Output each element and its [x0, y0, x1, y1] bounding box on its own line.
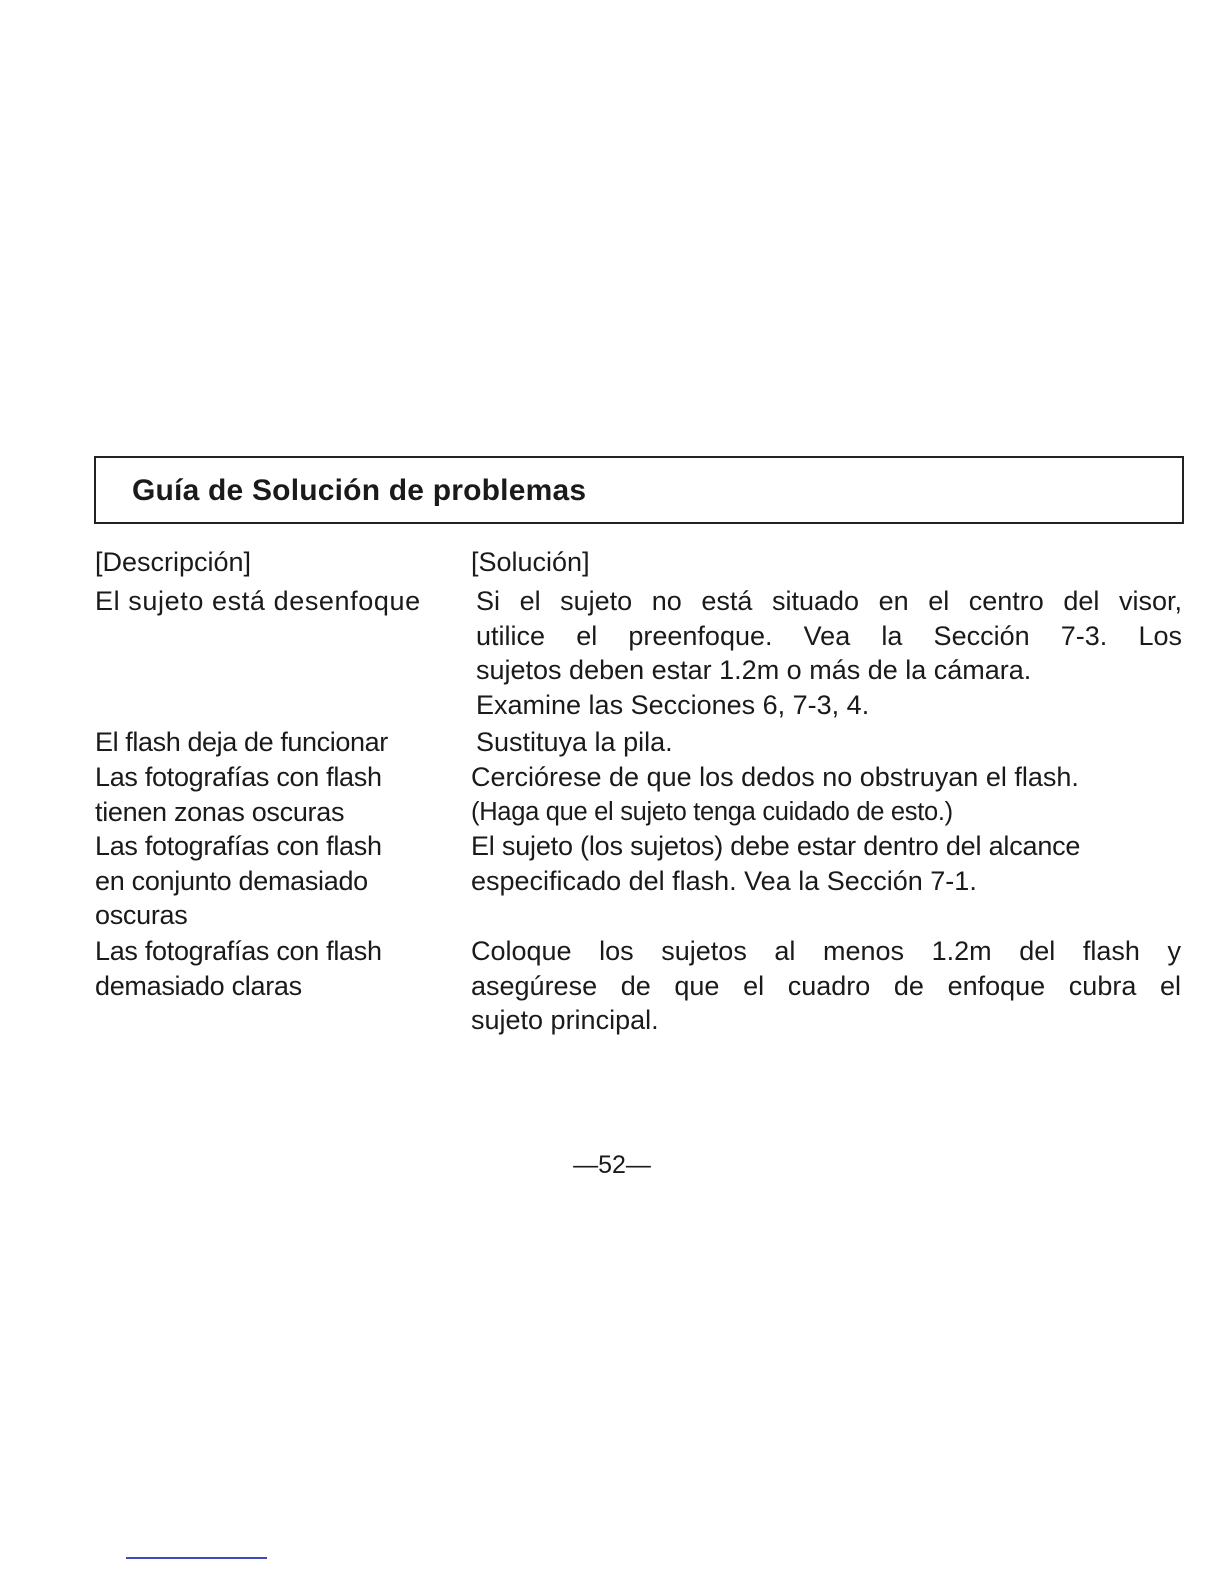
solution-line: especificado del flash. Vea la Sección 7-1.	[471, 865, 977, 896]
description-line: tienen zonas oscuras	[95, 796, 345, 827]
row-description	[95, 934, 465, 1003]
solution-line: Cerciórese de que los dedos no obstruyan el flash.	[471, 762, 1079, 792]
description-line: demasiado claras	[95, 970, 302, 1001]
solution-line: utilice el preenfoque. Vea la Sección 7-3. Los	[476, 620, 1182, 651]
solution-line: sujetos deben estar 1.2m o más de la cámara.	[476, 655, 1032, 685]
description-line: Las fotografías con flash	[95, 831, 382, 861]
solution-line: Examine las Secciones 6, 7-3, 4.	[476, 689, 870, 720]
description-line: El sujeto está desenfoque	[95, 586, 421, 616]
section-title-box	[94, 456, 1184, 524]
solution-header: [Solución]	[471, 547, 590, 577]
row-solution	[476, 725, 1184, 760]
description-line: en conjunto demasiado	[95, 865, 368, 896]
row-description	[95, 725, 465, 760]
description-line: oscuras	[95, 900, 188, 930]
row-description	[95, 584, 465, 619]
section-title: Guía de Solución de problemas	[132, 474, 587, 507]
description-line: El flash deja de funcionar	[95, 727, 388, 757]
description-line: Las fotografías con flash	[95, 762, 382, 792]
description-line: Las fotografías con flash	[95, 936, 382, 966]
row-solution	[471, 829, 1181, 898]
solution-line: Si el sujeto no está situado en el centro del visor,	[476, 586, 1182, 616]
solution-line: sujeto principal.	[471, 1005, 659, 1035]
solution-line: Sustituya la pila.	[476, 727, 673, 757]
solution-line: El sujeto (los sujetos) debe estar dentro del alcance	[471, 831, 1081, 861]
row-description	[95, 760, 465, 829]
solution-line: asegúrese de que el cuadro de enfoque cubra el	[471, 970, 1181, 1001]
row-solution	[471, 934, 1181, 1038]
bottom-rule	[126, 1557, 267, 1559]
row-solution	[471, 760, 1183, 829]
row-description	[95, 829, 465, 933]
solution-line: (Haga que el sujeto tenga cuidado de esto.)	[471, 797, 953, 826]
page-number: —52—	[573, 1151, 651, 1179]
row-solution	[476, 584, 1182, 722]
solution-line: Coloque los sujetos al menos 1.2m del flash y	[471, 936, 1181, 966]
description-header: [Descripción]	[95, 547, 252, 577]
